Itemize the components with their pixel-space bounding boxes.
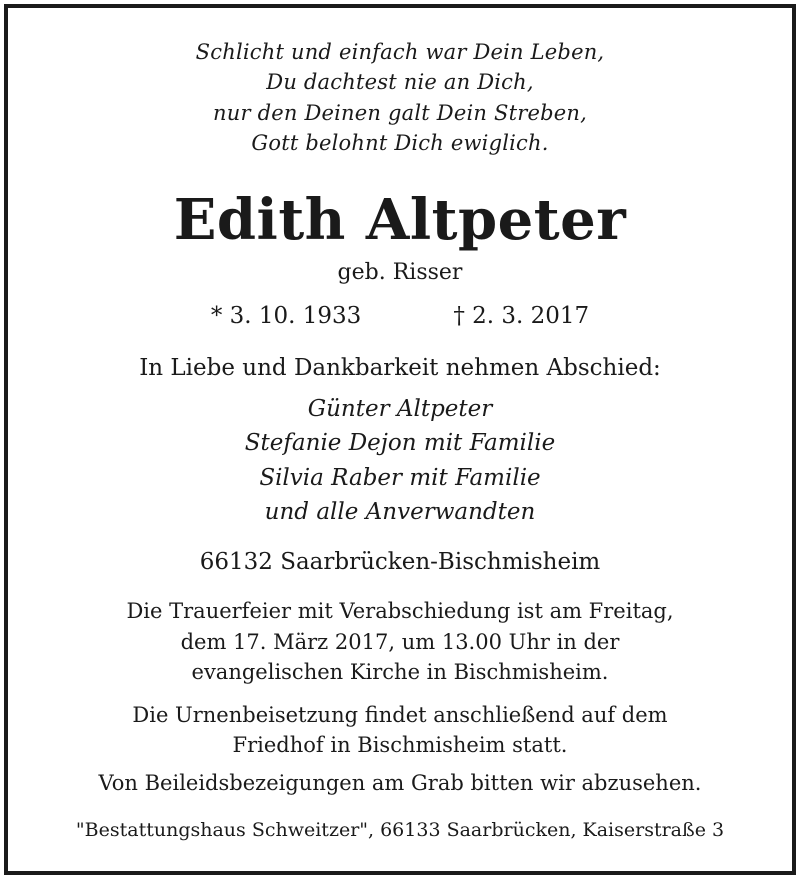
poem-line-2: Du dachtest nie an Dich, xyxy=(266,70,534,94)
ceremony-line-1: Die Trauerfeier mit Verabschiedung ist am Freitag, xyxy=(126,599,674,623)
funeral-home: "Bestattungshaus Schweitzer", 66133 Saarbrücken, Kaiserstraße 3 xyxy=(75,819,725,841)
urn-line-1: Die Urnenbeisetzung findet anschließend auf dem xyxy=(132,703,668,727)
birth-date: * 3. 10. 1933 xyxy=(210,303,362,329)
death-date: † 2. 3. 2017 xyxy=(453,303,590,329)
mourner-1: Günter Altpeter xyxy=(307,396,493,422)
ceremony-line-2: dem 17. März 2017, um 13.00 Uhr in der xyxy=(180,630,620,654)
poem-line-3: nur den Deinen galt Dein Streben, xyxy=(213,101,587,125)
family-location: 66132 Saarbrücken-Bischmisheim xyxy=(199,549,601,575)
farewell-intro: In Liebe und Dankbarkeit nehmen Abschied: xyxy=(139,355,661,381)
mourner-2: Stefanie Dejon mit Familie xyxy=(244,430,556,456)
deceased-name: Edith Altpeter xyxy=(173,187,627,253)
condolence-request: Von Beileidsbezeigungen am Grab bitten wir abzusehen. xyxy=(98,771,702,795)
mourner-4: und alle Anverwandten xyxy=(264,499,536,525)
life-dates xyxy=(0,305,800,328)
mourner-3: Silvia Raber mit Familie xyxy=(259,465,541,491)
poem-line-1: Schlicht und einfach war Dein Leben, xyxy=(195,40,605,64)
birth-name: geb. Risser xyxy=(337,260,463,285)
ceremony-line-3: evangelischen Kirche in Bischmisheim. xyxy=(191,660,609,684)
poem-line-4: Gott belohnt Dich ewiglich. xyxy=(251,131,549,155)
urn-line-2: Friedhof in Bischmisheim statt. xyxy=(232,733,568,757)
